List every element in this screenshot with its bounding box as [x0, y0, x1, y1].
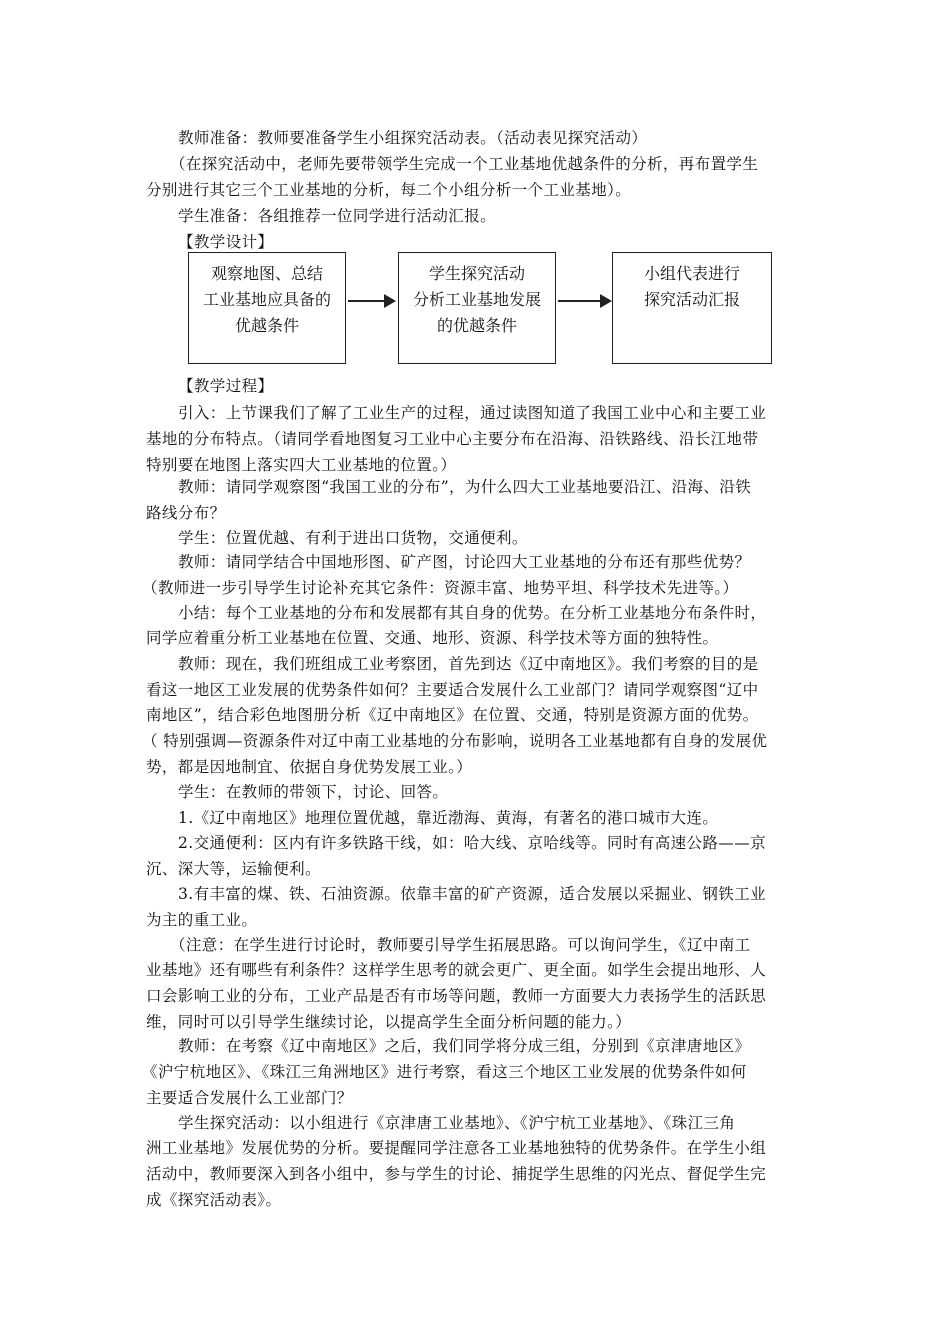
process-line: 学生：在教师的带领下，讨论、回答。: [178, 783, 449, 801]
process-line: 3.有丰富的煤、铁、石油资源。依靠丰富的矿产资源，适合发展以采掘业、钢铁工业: [178, 885, 766, 903]
process-line: 教师：请同学观察图“我国工业的分布”，为什么四大工业基地要沿江、沿海、沿铁: [178, 478, 752, 496]
process-line: 特别要在地图上落实四大工业基地的位置。）: [146, 456, 457, 474]
process-line: 同学应着重分析工业基地在位置、交通、地形、资源、科学技术等方面的独特性。: [146, 629, 719, 647]
process-line: （教师进一步引导学生讨论补充其它条件：资源丰富、地势平坦、科学技术先进等。）: [142, 579, 739, 597]
flow-box-text: 探究活动汇报: [643, 290, 740, 309]
process-line: 教师：请同学结合中国地形图、矿产图，讨论四大工业基地的分布还有那些优势？: [178, 553, 751, 571]
process-line: 教师：在考察《辽中南地区》之后，我们同学将分成三组，分别到《京津唐地区》: [178, 1037, 751, 1055]
process-line: 成《探究活动表》。: [146, 1191, 282, 1209]
flow-box-report: [612, 252, 772, 364]
flow-box-text: 工业基地应具备的: [202, 290, 331, 309]
process-line: 学生探究活动：以小组进行《京津唐工业基地》、《沪宁杭工业基地》、《珠江三角: [178, 1114, 736, 1132]
process-line: 小结：每个工业基地的分布和发展都有其自身的优势。在分析工业基地分布条件时，: [178, 604, 767, 622]
prep-note-line: （在探究活动中，老师先要带领学生完成一个工业基地优越条件的分析，再布置学生: [170, 155, 759, 173]
process-line: （注意：在学生进行讨论时，教师要引导学生拓展思路。可以询问学生，《辽中南工: [170, 936, 751, 954]
flow-box-text: 观察地图、总结: [210, 264, 323, 283]
process-line: 沉、深大等，运输便利。: [146, 860, 321, 878]
process-line: 1.《辽中南地区》地理位置优越，靠近渤海、黄海，有著名的港口城市大连。: [178, 809, 719, 827]
flow-box-text: 优越条件: [234, 316, 299, 335]
process-line: （ 特别强调—资源条件对辽中南工业基地的分布影响，说明各工业基地都有自身的发展优: [142, 732, 768, 750]
flow-box-text: 的优越条件: [436, 316, 517, 335]
student-prep: 学生准备：各组推荐一位同学进行活动汇报。: [178, 207, 497, 225]
process-line: 业基地》还有哪些有利条件？这样学生思考的就会更广、更全面。如学生会提出地形、人: [146, 961, 767, 979]
process-line: 口会影响工业的分布，工业产品是否有市场等问题，教师一方面要大力表扬学生的活跃思: [146, 987, 767, 1005]
flow-arrow: [348, 300, 394, 302]
process-line: 主要适合发展什么工业部门？: [146, 1089, 353, 1107]
teacher-prep: 教师准备：教师要准备学生小组探究活动表。（活动表见探究活动）: [178, 129, 648, 147]
flow-box-text: 小组代表进行: [643, 264, 740, 283]
process-line: 为主的重工业。: [146, 911, 258, 929]
process-line: 学生：位置优越、有利于进出口货物，交通便利。: [178, 529, 528, 547]
process-line: 看这一地区工业发展的优势条件如何？主要适合发展什么工业部门？请同学观察图“辽中: [146, 681, 759, 699]
process-line: 洲工业基地》发展优势的分析。要提醒同学注意各工业基地独特的优势条件。在学生小组: [146, 1139, 767, 1157]
process-line: 路线分布？: [146, 504, 226, 522]
process-line: 势，都是因地制宜、依据自身优势发展工业。）: [146, 758, 473, 776]
prep-note-line: 分别进行其它三个工业基地的分析，每二个小组分析一个工业基地）。: [146, 181, 632, 199]
process-line: 教师：现在，我们班组成工业考察团，首先到达《辽中南地区》。我们考察的目的是: [178, 655, 759, 673]
process-line: 维，同时可以引导学生继续讨论，以提高学生全面分析问题的能力。）: [146, 1013, 632, 1031]
process-line: 活动中，教师要深入到各小组中，参与学生的讨论、捕捉学生思维的闪光点、督促学生完: [146, 1165, 767, 1183]
process-line: 基地的分布特点。（请同学看地图复习工业中心主要分布在沿海、沿铁路线、沿长江地带: [146, 430, 759, 448]
design-heading: 【教学设计】: [178, 233, 274, 251]
flow-box-observe: [188, 252, 346, 364]
flow-box-inquiry: [398, 252, 556, 364]
process-line: 《沪宁杭地区》、《珠江三角洲地区》进行考察，看这三个地区工业发展的优势条件如何: [142, 1063, 747, 1081]
flow-arrow: [558, 300, 610, 302]
process-line: 引入：上节课我们了解了工业生产的过程，通过读图知道了我国工业中心和主要工业: [178, 404, 767, 422]
process-line: 2.交通便利：区内有许多铁路干线，如：哈大线、京哈线等。同时有高速公路——京: [178, 834, 766, 852]
flow-box-text: 分析工业基地发展: [412, 290, 541, 309]
flow-box-text: 学生探究活动: [428, 264, 525, 283]
process-heading: 【教学过程】: [178, 377, 274, 395]
process-line: 南地区”，结合彩色地图册分析《辽中南地区》在位置、交通，特别是资源方面的优势。: [146, 706, 759, 724]
